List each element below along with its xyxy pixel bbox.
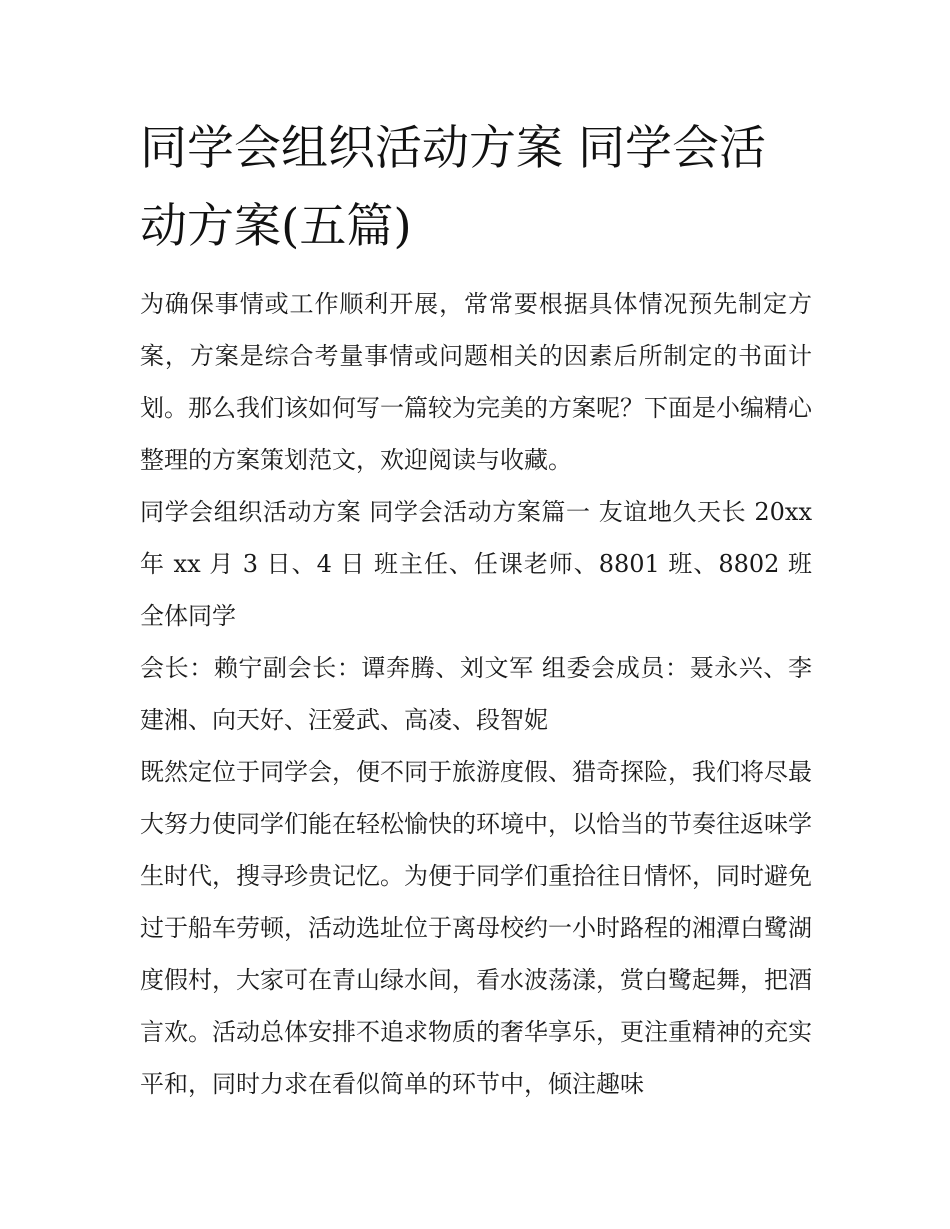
committee-paragraph: 会长：赖宁副会长：谭奔腾、刘文军 组委会成员：聂永兴、李建湘、向天好、汪爱武、高凌、段智妮 [140, 654, 812, 734]
document-title: 同学会组织活动方案 同学会活动方案(五篇) [140, 121, 766, 254]
event-info-paragraph: 同学会组织活动方案 同学会活动方案篇一 友谊地久天长 20xx年 xx 月 3 日、4 日 班主任、任课老师、8801 班、8802 班全体同学 [140, 498, 812, 630]
document-page [140, 110, 812, 1110]
intro-paragraph: 为确保事情或工作顺利开展，常常要根据具体情况预先制定方案，方案是综合考量事情或问题相关的因素后所制定的书面计划。那么我们该如何写一篇较为完美的方案呢？下面是小编精心整理的方案策划范文，欢迎阅读与收藏。 [140, 290, 812, 474]
description-paragraph: 既然定位于同学会，便不同于旅游度假、猎奇探险，我们将尽最大努力使同学们能在轻松愉快的环境中，以恰当的节奏往返味学生时代，搜寻珍贵记忆。为便于同学们重拾往日情怀，同时避免过于船车劳顿，活动选址位于离母校约一小时路程的湘潭白鹭湖度假村，大家可在青山绿水间，看水波荡漾，赏白鹭起舞，把酒言欢。活动总体安排不追求物质的奢华享乐，更注重精神的充实平和，同时力求在看似简单的环节中，倾注趣味 [140, 758, 812, 1098]
